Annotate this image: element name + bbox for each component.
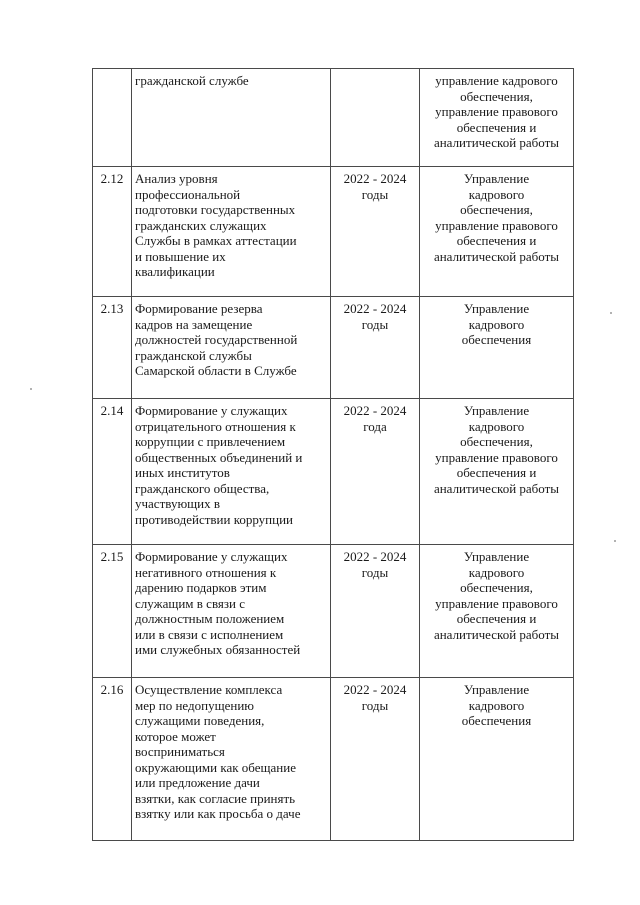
measure-description-line: Самарской области в Службе	[135, 363, 297, 378]
measure-description-line: коррупции с привлечением	[135, 434, 286, 449]
row-number-cell	[93, 399, 132, 545]
period-line: 2022 - 2024	[343, 403, 407, 418]
measure-description-line: или в связи с исполнением	[135, 626, 284, 642]
period-line: 2022 - 2024	[343, 171, 407, 186]
scan-speck	[30, 388, 32, 390]
period-line: годы	[361, 316, 389, 332]
responsible-line: Управление	[463, 171, 530, 186]
measure-description-line: профессиональной	[135, 186, 241, 202]
responsible-line: обеспечения	[461, 332, 532, 347]
table-row	[93, 545, 574, 678]
measure-description-cell	[132, 399, 331, 545]
responsible-line: управление правового	[435, 217, 558, 233]
measure-description-line: Анализ уровня	[135, 171, 218, 186]
responsible-line: обеспечения и	[456, 233, 537, 248]
measure-description-line: должностным положением	[135, 611, 285, 626]
responsible-cell	[420, 69, 574, 167]
measure-description-line: и повышение их	[135, 248, 226, 264]
measure-description-line: Службы в рамках аттестации	[135, 233, 297, 248]
responsible-line: обеспечения и	[456, 119, 537, 135]
responsible-line: кадрового	[468, 697, 525, 713]
period-cell	[331, 399, 420, 545]
period-line: годы	[361, 186, 389, 202]
responsible-line: обеспечения и	[456, 611, 537, 626]
table-body	[93, 69, 574, 841]
responsible-line: кадрового	[468, 186, 525, 202]
period-line: 2022 - 2024	[343, 682, 407, 697]
measure-description-cell	[132, 167, 331, 297]
measure-description-line: противодействии коррупции	[135, 511, 294, 527]
table-row	[93, 69, 574, 167]
responsible-cell	[420, 678, 574, 841]
measure-description-line: участвующих в	[135, 496, 221, 511]
responsible-cell	[420, 399, 574, 545]
measure-description-line: ими служебных обязанностей	[135, 642, 301, 657]
row-number: 2.13	[100, 301, 124, 316]
measure-description-cell	[132, 69, 331, 167]
measure-description-line: гражданских служащих	[135, 217, 267, 233]
table-row	[93, 167, 574, 297]
measures-table	[92, 68, 574, 841]
measure-description-line: квалификации	[135, 264, 215, 279]
measure-description-cell	[132, 297, 331, 399]
period-cell	[331, 678, 420, 841]
period-line: 2022 - 2024	[343, 549, 407, 564]
period-line: годы	[361, 697, 389, 713]
row-number-cell	[93, 167, 132, 297]
measure-description-line: служащим в связи с	[135, 595, 245, 611]
scan-speck	[610, 312, 612, 314]
measure-description-line: Формирование у служащих	[135, 549, 288, 564]
responsible-line: управление правового	[435, 104, 558, 119]
responsible-line: управление кадрового	[435, 73, 558, 88]
measure-description-line: взятку или как просьба о даче	[135, 806, 301, 821]
period-cell	[331, 167, 420, 297]
period-line: годы	[361, 564, 389, 580]
row-number-cell	[93, 545, 132, 678]
measure-description-line: Формирование у служащих	[135, 403, 288, 418]
responsible-line: Управление	[463, 403, 530, 418]
measure-description-line: должностей государственной	[135, 332, 298, 347]
responsible-line: управление правового	[435, 449, 558, 465]
measure-description-cell	[132, 678, 331, 841]
measure-description-line: окружающими как обещание	[135, 759, 296, 775]
responsible-cell	[420, 297, 574, 399]
responsible-line: обеспечения и	[456, 465, 537, 480]
measure-description-line: которое может	[135, 728, 216, 744]
responsible-line: Управление	[463, 682, 530, 697]
measure-description-line: гражданской службе	[135, 73, 249, 88]
responsible-line: обеспечения,	[460, 88, 533, 104]
measure-description-line: общественных объединений и	[135, 449, 303, 465]
responsible-line: аналитической работы	[433, 135, 560, 150]
responsible-line: Управление	[463, 549, 530, 564]
row-number: 2.14	[100, 403, 124, 418]
measure-description-line: Осуществление комплекса	[135, 682, 283, 697]
period-cell	[331, 545, 420, 678]
responsible-line: обеспечения	[461, 713, 532, 728]
table-row	[93, 399, 574, 545]
measure-description-line: служащими поведения,	[135, 713, 265, 728]
responsible-line: аналитической работы	[433, 626, 560, 642]
period-cell	[331, 297, 420, 399]
measure-description-line: или предложение дачи	[135, 775, 260, 790]
responsible-line: кадрового	[468, 564, 525, 580]
responsible-line: кадрового	[468, 418, 525, 434]
table-row	[93, 678, 574, 841]
measure-description-line: восприниматься	[135, 744, 225, 759]
row-number: 2.15	[100, 549, 124, 564]
responsible-line: обеспечения,	[460, 202, 533, 217]
measure-description-line: дарению подарков этим	[135, 580, 267, 595]
measure-description-line: мер по недопущению	[135, 697, 254, 713]
row-number: 2.16	[100, 682, 124, 697]
responsible-line: обеспечения,	[460, 434, 533, 449]
row-number-cell	[93, 69, 132, 167]
period-line: 2022 - 2024	[343, 301, 407, 316]
measure-description-line: гражданской службы	[135, 347, 252, 363]
measure-description-line: взятки, как согласие принять	[135, 790, 296, 806]
measure-description-line: иных институтов	[135, 465, 230, 480]
responsible-line: управление правового	[435, 595, 558, 611]
row-number-cell	[93, 678, 132, 841]
period-cell	[331, 69, 420, 167]
measure-description-line: подготовки государственных	[135, 202, 296, 217]
measure-description-line: отрицательного отношения к	[135, 418, 296, 434]
measure-description-line: гражданского общества,	[135, 480, 270, 496]
responsible-line: аналитической работы	[433, 480, 560, 496]
row-number: 2.12	[100, 171, 124, 186]
measure-description-line: негативного отношения к	[135, 564, 277, 580]
responsible-line: аналитической работы	[433, 248, 560, 264]
responsible-line: обеспечения,	[460, 580, 533, 595]
measure-description-line: кадров на замещение	[135, 316, 253, 332]
measure-description-line: Формирование резерва	[135, 301, 263, 316]
period-line: года	[363, 418, 387, 434]
table-row	[93, 297, 574, 399]
responsible-line: Управление	[463, 301, 530, 316]
measure-description-cell	[132, 545, 331, 678]
responsible-cell	[420, 167, 574, 297]
scan-speck	[614, 540, 616, 542]
responsible-line: кадрового	[468, 316, 525, 332]
responsible-cell	[420, 545, 574, 678]
row-number-cell	[93, 297, 132, 399]
